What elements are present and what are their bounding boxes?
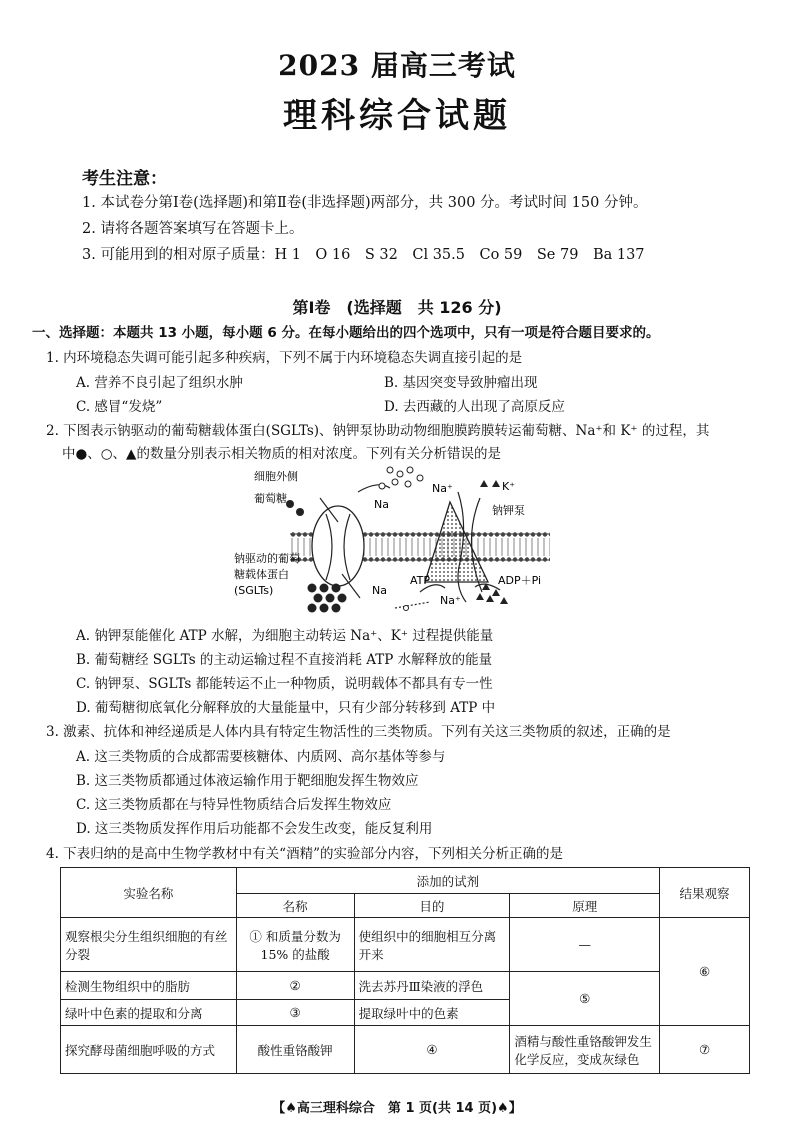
table-cell: 绿叶中色素的提取和分离 (61, 1000, 237, 1026)
q1-option-d: D. 去西藏的人出现了高原反应 (384, 399, 565, 415)
membrane-transport-diagram (230, 462, 570, 614)
q2-option-a: A. 钠钾泵能催化 ATP 水解，为细胞主动转运 Na⁺、K⁺ 过程提供能量 (76, 628, 494, 644)
table-cell: 使组织中的细胞相互分离开来 (354, 918, 510, 972)
glucose-dots-bottom (308, 584, 347, 613)
label-atp: ATP (410, 574, 431, 587)
q1-option-c: C. 感冒“发烧” (76, 399, 163, 415)
notice-item-3: 3. 可能用到的相对原子质量：H 1 O 16 S 32 Cl 35.5 Co 59 Se 79 Ba 137 (82, 247, 645, 263)
th-experiment: 实验名称 (61, 868, 237, 918)
section-title: 第Ⅰ卷 (选择题 共 126 分) (292, 298, 502, 317)
q1-stem: 1. 内环境稳态失调可能引起多种疾病，下列不属于内环境稳态失调直接引起的是 (46, 350, 523, 366)
th-result: 结果观察 (660, 868, 750, 918)
notice-item-2: 2. 请将各题答案填写在答题卡上。 (82, 221, 304, 237)
q2-stem-line2: 中●、○、▲的数量分别表示相关物质的相对浓度。下列有关分析错误的是 (62, 446, 501, 462)
table-cell: 观察根尖分生组织细胞的有丝分裂 (61, 918, 237, 972)
label-k-top: K⁺ (502, 480, 516, 493)
label-outside: 细胞外侧 (254, 470, 298, 483)
sodium-circle-bottom (404, 606, 409, 611)
th-reagent: 添加的试剂 (236, 868, 659, 894)
label-na-bottom-left: Na (372, 584, 387, 597)
table-cell: 酸性重铬酸钾 (236, 1026, 354, 1074)
q4-stem: 4. 下表归纳的是高中生物学教材中有关“酒精”的实验部分内容，下列相关分析正确的是 (46, 846, 563, 862)
notice-heading: 考生注意： (82, 169, 167, 189)
label-adp: ADP＋Pi (498, 574, 542, 587)
q3-option-d: D. 这三类物质发挥作用后功能都不会发生改变，能反复利用 (76, 821, 433, 837)
label-na-left: Na (374, 498, 389, 511)
th-purpose: 目的 (354, 894, 510, 918)
table-cell: 探究酵母菌细胞呼吸的方式 (61, 1026, 237, 1074)
notice-item-1: 1. 本试卷分第Ⅰ卷(选择题)和第Ⅱ卷(非选择题)两部分，共 300 分。考试时间 150 分钟。 (82, 195, 648, 211)
table-cell: — (510, 918, 660, 972)
table-cell: 酒精与酸性重铬酸钾发生化学反应，变成灰绿色 (510, 1026, 660, 1074)
label-pump: 钠钾泵 (492, 504, 525, 517)
th-principle: 原理 (510, 894, 660, 918)
q3-option-c: C. 这三类物质都在与特异性物质结合后发挥生物效应 (76, 797, 392, 813)
table-cell: 提取绿叶中的色素 (354, 1000, 510, 1026)
q2-option-b: B. 葡萄糖经 SGLTs 的主动运输过程不直接消耗 ATP 水解释放的能量 (76, 652, 493, 668)
q3-stem: 3. 激素、抗体和神经递质是人体内具有特定生物活性的三类物质。下列有关这三类物质的叙述，正确的是 (46, 724, 671, 740)
q3-option-a: A. 这三类物质的合成都需要核糖体、内质网、高尔基体等参与 (76, 749, 446, 765)
table-cell: ⑥ (660, 918, 750, 1026)
q2-option-d: D. 葡萄糖彻底氧化分解释放的大量能量中，只有少部分转移到 ATP 中 (76, 700, 496, 716)
table-cell: ② (236, 972, 354, 1000)
q1-option-b: B. 基因突变导致肿瘤出现 (384, 375, 538, 391)
table-cell: ⑦ (660, 1026, 750, 1074)
exam-subject-title: 理科综合试题 (283, 96, 511, 136)
label-glucose: 葡萄糖 (254, 492, 287, 505)
th-name: 名称 (236, 894, 354, 918)
q3-option-b: B. 这三类物质都通过体液运输作用于靶细胞发挥生物效应 (76, 773, 419, 789)
table-cell: ⑤ (510, 972, 660, 1026)
table-cell: ④ (354, 1026, 510, 1074)
label-sglt-1: 钠驱动的葡萄 (234, 552, 300, 565)
potassium-triangles-top (480, 480, 500, 487)
table-cell: 洗去苏丹Ⅲ染液的浮色 (354, 972, 510, 1000)
glucose-dots-top (286, 500, 304, 516)
exam-title: 2023 届高三考试 (278, 49, 516, 82)
alcohol-experiment-table (60, 867, 750, 1074)
page-footer: 【♠高三理科综合 第 1 页(共 14 页)♠】 (272, 1101, 522, 1116)
section-instruction: 一、选择题：本题共 13 小题，每小题 6 分。在每小题给出的四个选项中，只有一项是符合题目要求的。 (32, 325, 660, 341)
sglt-protein (312, 506, 364, 586)
table-cell: ① 和质量分数为 15% 的盐酸 (236, 918, 354, 972)
label-sglt-2: 糖载体蛋白 (234, 568, 289, 581)
label-na-top: Na⁺ (432, 482, 453, 495)
q2-option-c: C. 钠钾泵、SGLTs 都能转运不止一种物质，说明载体不都具有专一性 (76, 676, 493, 692)
table-cell: 检测生物组织中的脂肪 (61, 972, 237, 1000)
table-cell: ③ (236, 1000, 354, 1026)
label-na-bottom: Na⁺ (440, 594, 461, 607)
label-sglt-3: (SGLTs) (234, 584, 274, 597)
q1-option-a: A. 营养不良引起了组织水肿 (76, 375, 243, 391)
q2-stem-line1: 2. 下图表示钠驱动的葡萄糖载体蛋白(SGLTs)、钠钾泵协助动物细胞膜跨膜转运葡萄糖、Na⁺和 K⁺ 的过程，其 (46, 423, 710, 439)
